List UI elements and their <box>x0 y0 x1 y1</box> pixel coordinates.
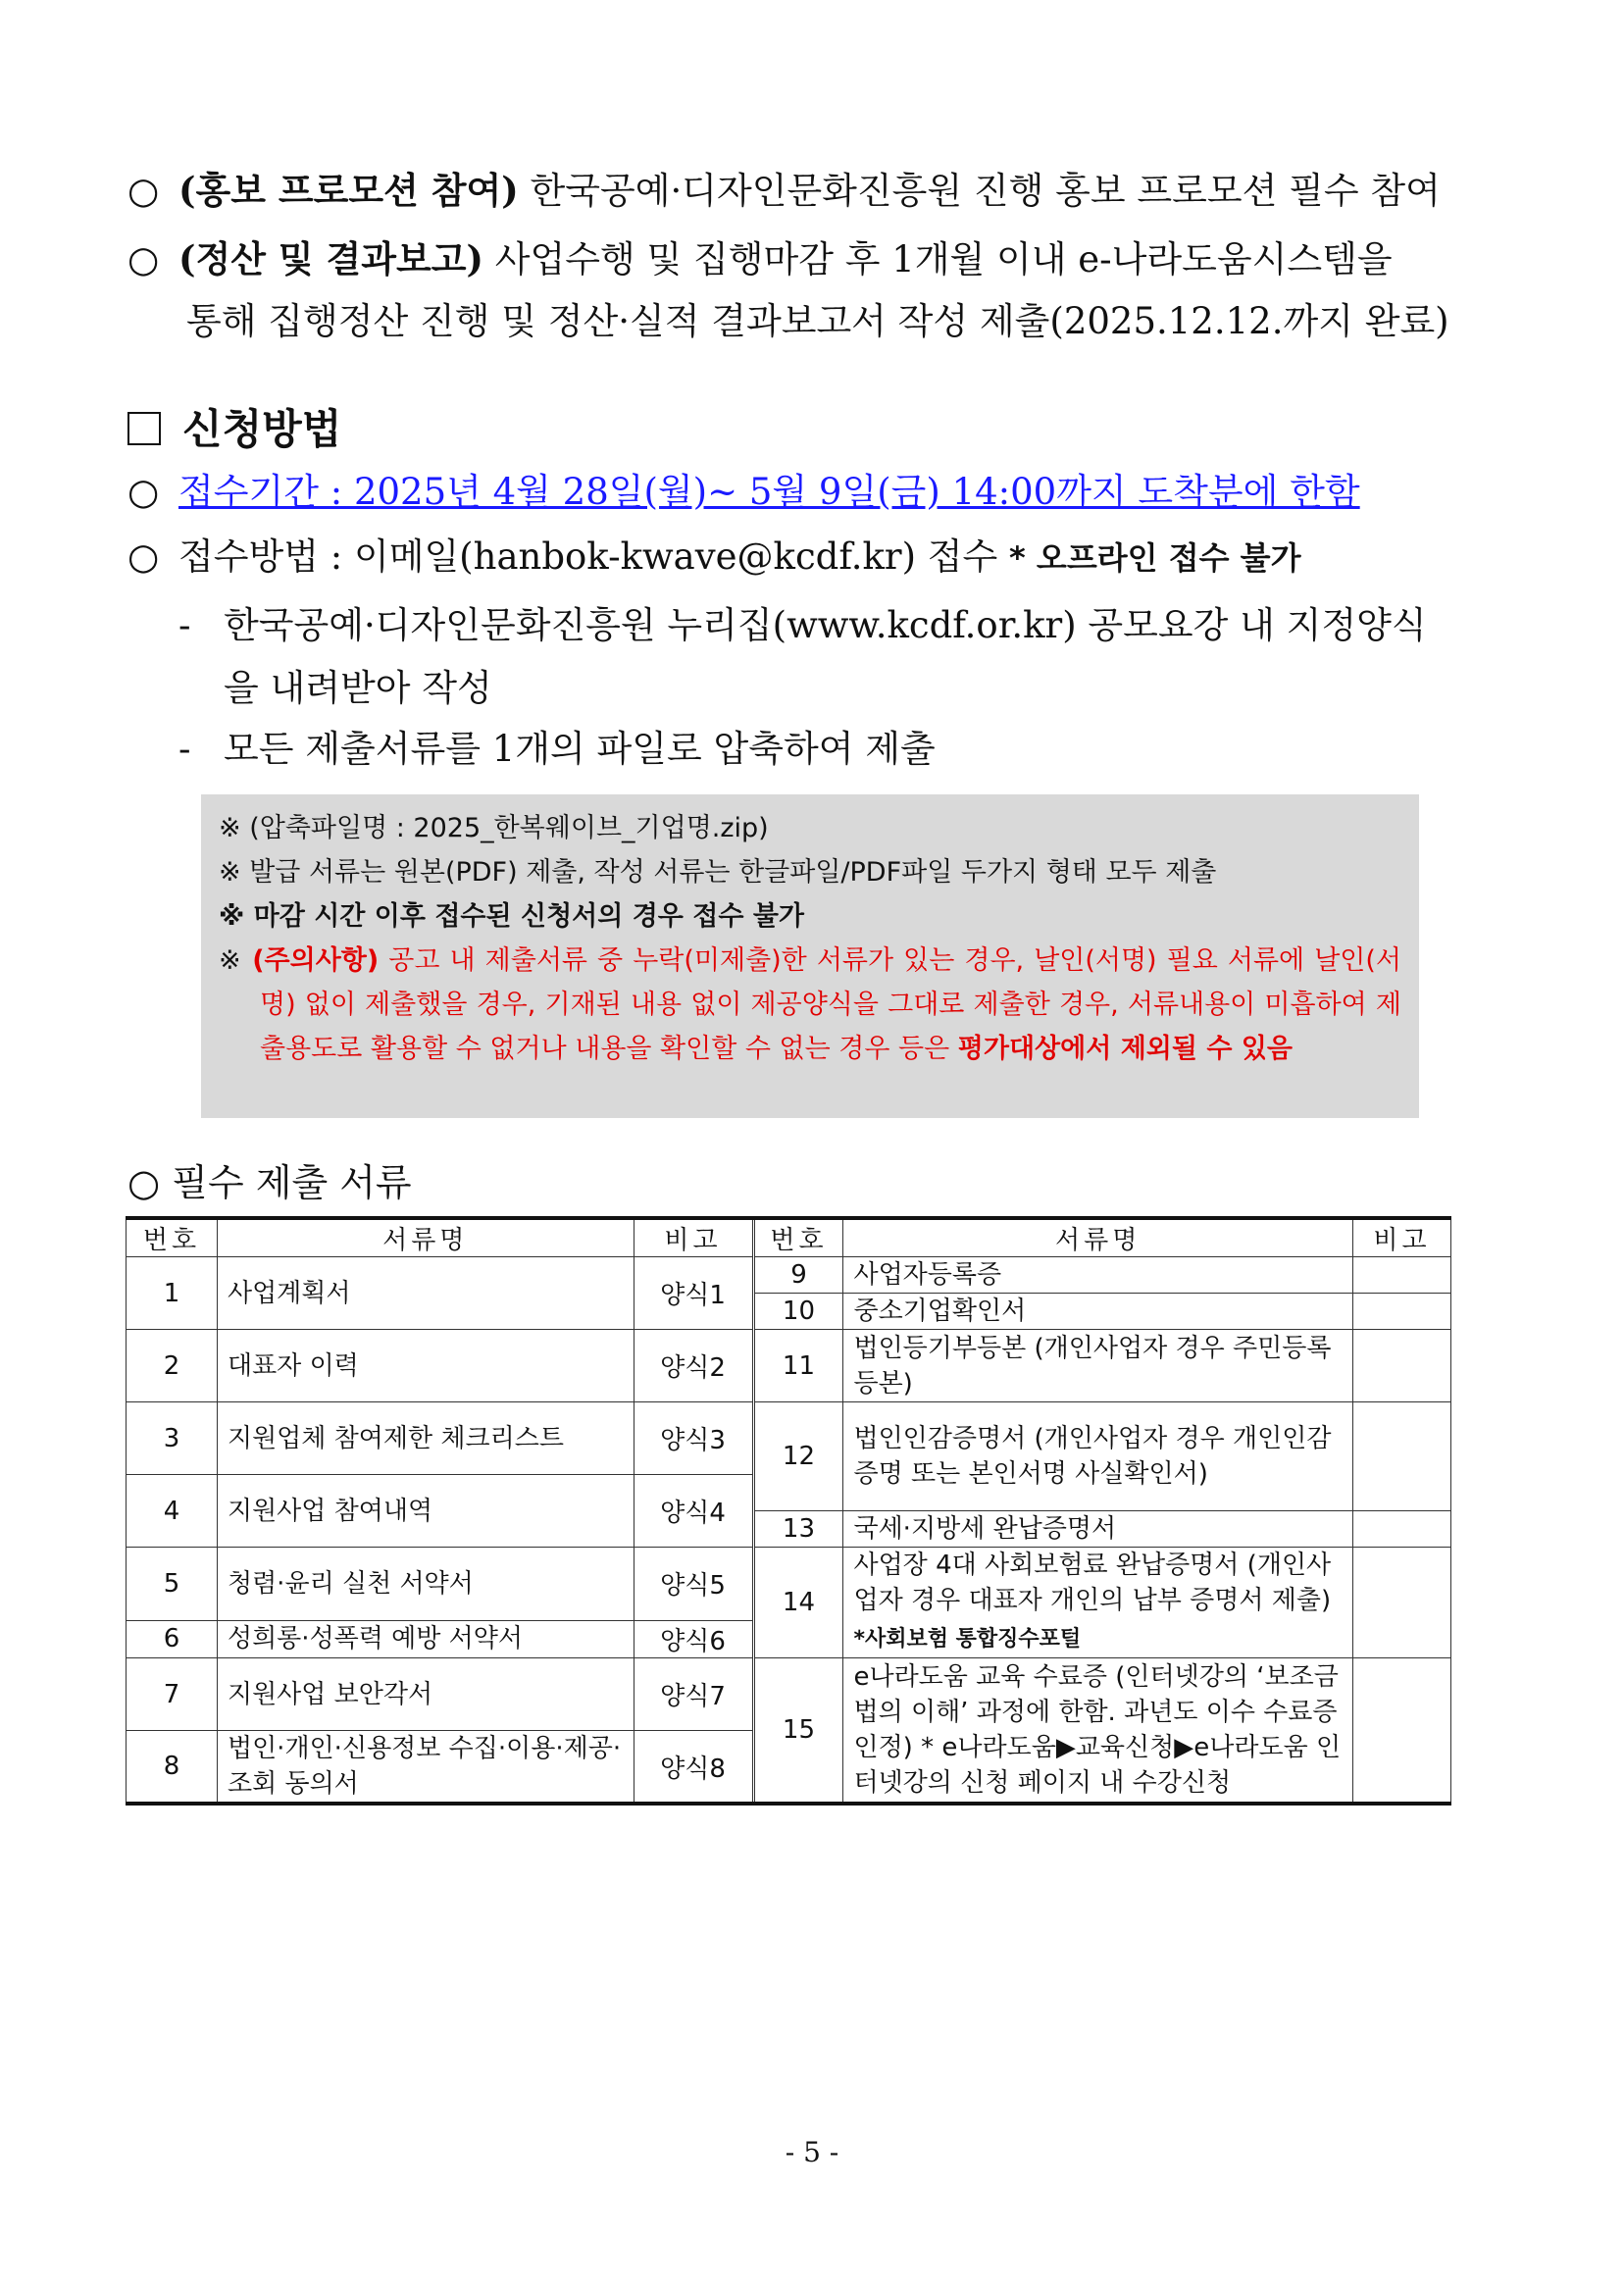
header-name: 서류명 <box>217 1218 634 1257</box>
doc-name-text: 사업장 4대 사회보험료 완납증명서 (개인사업자 경우 대표자 개인의 납부 증명서 제출) <box>853 1551 1332 1615</box>
header-name: 서류명 <box>843 1218 1353 1257</box>
header-note: 비고 <box>1353 1218 1451 1257</box>
apply-method <box>127 532 1461 584</box>
notice-caution-text: 공고 내 제출서류 중 누락(미제출)한 서류가 있는 경우, 날인(서명) 필요 서류에 날인(서명) 없이 제출했을 경우, 기재된 내용 없이 제공양식을 그대로 제출한 경우, 서류내용이 미흡하여 제출용도로 활용할 수 없거나 내용을 확인할 수 없는 경우 등은 <box>260 945 1401 1064</box>
doc-name: 대표자 이력 <box>217 1330 634 1402</box>
doc-note <box>1353 1511 1451 1548</box>
section-title <box>127 402 341 457</box>
doc-no: 2 <box>127 1330 218 1402</box>
notice-line-1: ※ (압축파일명 : 2025_한복웨이브_기업명.zip) <box>219 813 769 843</box>
checkbox-square-icon <box>127 412 161 445</box>
doc-no: 3 <box>127 1402 218 1475</box>
doc-name: 지원사업 참여내역 <box>217 1475 634 1548</box>
settle-item <box>127 233 1461 285</box>
doc-name: 성희롱·성폭력 예방 서약서 <box>217 1620 634 1657</box>
doc-name-note: *사회보험 통합징수포털 <box>853 1627 1082 1652</box>
doc-no: 9 <box>753 1257 843 1294</box>
doc-no: 14 <box>753 1548 843 1658</box>
bullet-circle: ○ <box>127 238 160 280</box>
promo-text: 한국공예·디자인문화진흥원 진행 홍보 프로모션 필수 참여 <box>518 170 1441 212</box>
table-row <box>127 1257 1451 1294</box>
doc-form: 양식6 <box>634 1620 753 1657</box>
doc-name: 법인·개인·신용정보 수집·이용·제공·조회 동의서 <box>217 1731 634 1805</box>
header-no: 번호 <box>127 1218 218 1257</box>
doc-no: 7 <box>127 1658 218 1731</box>
notice-caution-tail: 평가대상에서 제외될 수 있음 <box>957 1034 1293 1064</box>
doc-note <box>1353 1548 1451 1658</box>
required-docs-title: ○ 필수 제출 서류 <box>127 1161 412 1204</box>
doc-no: 12 <box>753 1402 843 1511</box>
doc-form: 양식3 <box>634 1402 753 1475</box>
header-no: 번호 <box>753 1218 843 1257</box>
bullet-circle: ○ <box>127 471 160 513</box>
doc-no: 1 <box>127 1257 218 1330</box>
apply-period <box>127 467 1461 518</box>
notice-mark: ※ <box>219 945 253 976</box>
bullet-circle: ○ <box>127 170 160 212</box>
table-row <box>127 1658 1451 1731</box>
doc-form: 양식4 <box>634 1475 753 1548</box>
doc-form: 양식8 <box>634 1731 753 1805</box>
doc-note <box>1353 1402 1451 1511</box>
doc-name: 사업자등록증 <box>843 1257 1353 1294</box>
notice-line-3: ※ 마감 시간 이후 접수된 신청서의 경우 접수 불가 <box>219 901 805 932</box>
page-number: - 5 - <box>785 2136 839 2168</box>
doc-no: 11 <box>753 1330 843 1402</box>
table-row <box>127 1330 1451 1402</box>
doc-form: 양식5 <box>634 1548 753 1621</box>
doc-no: 4 <box>127 1475 218 1548</box>
apply-period-text: 접수기간 : 2025년 4월 28일(월)~ 5월 9일(금) 14:00까지 도착분에 한함 <box>178 471 1360 513</box>
doc-no: 13 <box>753 1511 843 1548</box>
table-header-row <box>127 1218 1451 1257</box>
notice-line-4 <box>219 939 1401 1071</box>
apply-method-text: 접수방법 : 이메일(hanbok-kwave@kcdf.kr) 접수 <box>178 535 1010 578</box>
doc-form: 양식1 <box>634 1257 753 1330</box>
doc-name: 지원사업 보안각서 <box>217 1658 634 1731</box>
doc-note <box>1353 1257 1451 1294</box>
table-row <box>127 1402 1451 1475</box>
settle-heading: (정산 및 결과보고) <box>178 237 483 280</box>
apply-sub2 <box>178 724 936 775</box>
notice-caution-head: (주의사항) <box>252 945 380 976</box>
doc-note <box>1353 1294 1451 1330</box>
doc-name: 청렴·윤리 실천 서약서 <box>217 1548 634 1621</box>
doc-name: 법인등기부등본 (개인사업자 경우 주민등록등본) <box>843 1330 1353 1402</box>
doc-form: 양식2 <box>634 1330 753 1402</box>
doc-no: 5 <box>127 1548 218 1621</box>
settle-text-line2: 통해 집행정산 진행 및 정산·실적 결과보고서 작성 제출(2025.12.12.까지 완료) <box>186 300 1449 342</box>
doc-note <box>1353 1330 1451 1402</box>
notice-line-2: ※ 발급 서류는 원본(PDF) 제출, 작성 서류는 한글파일/PDF파일 두가지 형태 모두 제출 <box>219 857 1217 888</box>
doc-name: 국세·지방세 완납증명서 <box>843 1511 1353 1548</box>
doc-no: 15 <box>753 1658 843 1805</box>
doc-name: 법인인감증명서 (개인사업자 경우 개인인감증명 또는 본인서명 사실확인서) <box>843 1402 1353 1511</box>
apply-method-note: * 오프라인 접수 불가 <box>1009 539 1301 577</box>
apply-sub1-text: 한국공예·디자인문화진흥원 누리집(www.kcdf.or.kr) 공모요강 내 지정양식 <box>224 604 1427 646</box>
doc-name: 지원업체 참여제한 체크리스트 <box>217 1402 634 1475</box>
dash-mark: - <box>178 604 191 646</box>
doc-name: 사업계획서 <box>217 1257 634 1330</box>
apply-sub1 <box>178 600 1453 651</box>
doc-no: 6 <box>127 1620 218 1657</box>
doc-form: 양식7 <box>634 1658 753 1731</box>
doc-name: e나라도움 교육 수료증 (인터넷강의 ‘보조금법의 이해’ 과정에 한함. 과년도 이수 수료증 인정) * e나라도움▶교육신청▶e나라도움 인터넷강의 신청 페이지 내 수강신청 <box>843 1658 1353 1805</box>
apply-sub1-line2: 을 내려받아 작성 <box>224 667 492 709</box>
section-title-text: 신청방법 <box>182 405 342 453</box>
bullet-circle: ○ <box>127 535 160 578</box>
apply-sub2-text: 모든 제출서류를 1개의 파일로 압축하여 제출 <box>224 728 936 770</box>
settle-text: 사업수행 및 집행마감 후 1개월 이내 e-나라도움시스템을 <box>482 238 1393 280</box>
dash-mark: - <box>178 728 191 770</box>
required-docs-table <box>126 1216 1451 1806</box>
table-row <box>127 1548 1451 1621</box>
doc-no: 10 <box>753 1294 843 1330</box>
promo-heading: (홍보 프로모션 참여) <box>178 169 519 212</box>
promo-item <box>127 165 1461 217</box>
doc-name <box>843 1548 1353 1658</box>
doc-name: 중소기업확인서 <box>843 1294 1353 1330</box>
doc-no: 8 <box>127 1731 218 1805</box>
doc-note <box>1353 1658 1451 1805</box>
header-note: 비고 <box>634 1218 753 1257</box>
notice-box <box>201 794 1419 1118</box>
